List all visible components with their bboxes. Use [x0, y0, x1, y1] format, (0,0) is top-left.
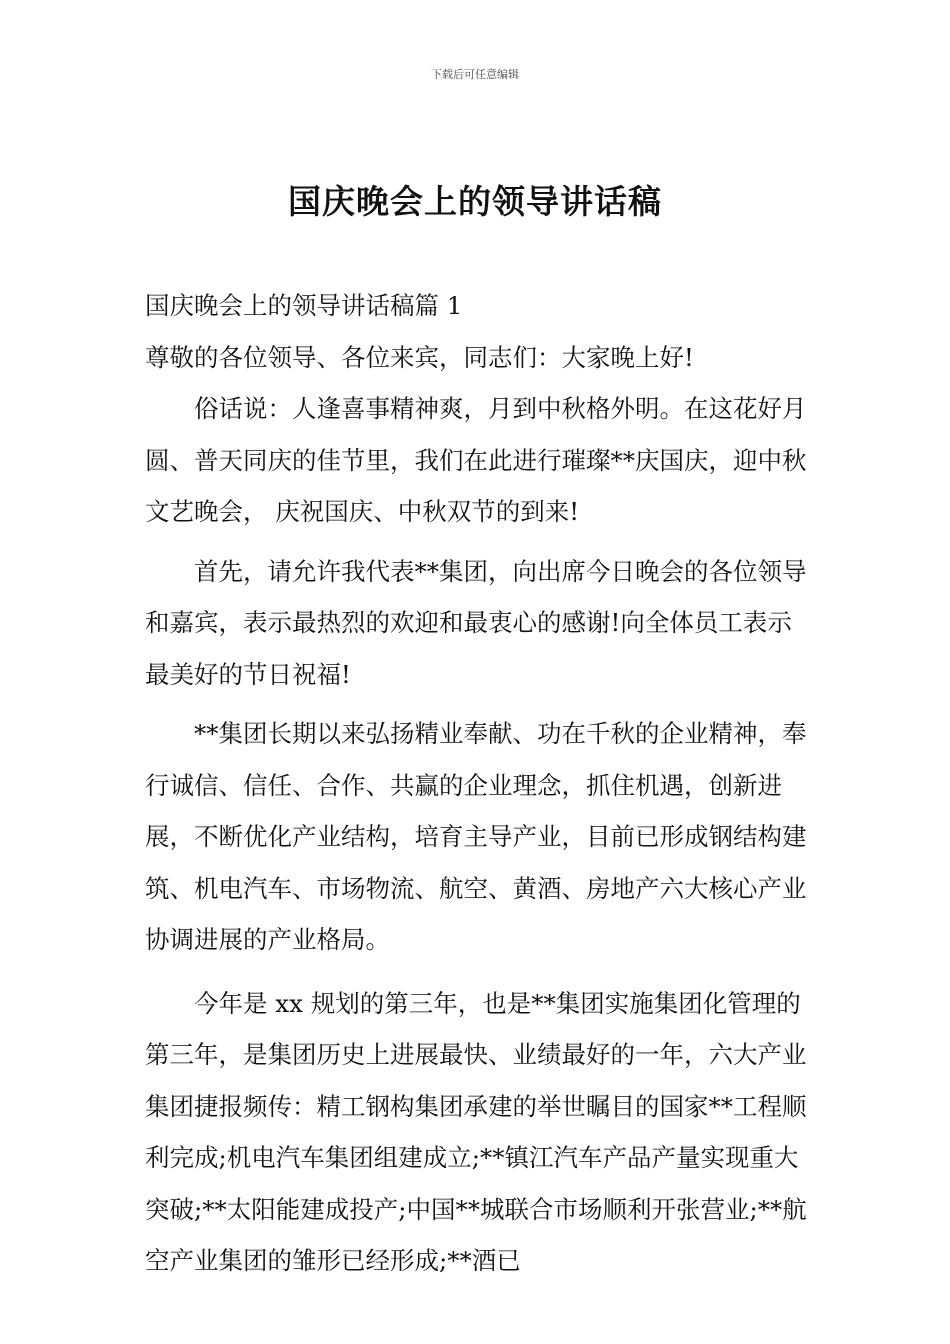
- greeting-line: 尊敬的各位领导、各位来宾，同志们：大家晚上好!: [145, 342, 694, 372]
- header-note: 下载后可任意编辑: [431, 68, 519, 81]
- paragraph-4: 今年是 xx 规划的第三年，也是**集团实施集团化管理的第三年，是集团历史上进展最快、业绩最好的一年，六大产业集团捷报频传：精工钢构集团承建的举世瞩目的国家**工程顺利完成;机电汽车集团组建成立;**镇江汽车产品产量实现重大突破;**太阳能建成投产;中国**城联合市场顺利开张营业;**航空产业集团的雏形已经形成;**酒已: [145, 988, 807, 1275]
- paragraph-1: 俗话说：人逢喜事精神爽，月到中秋格外明。在这花好月圆、普天同庆的佳节里，我们在此进行璀璨**庆国庆，迎中秋文艺晚会， 庆祝国庆、中秋双节的到来!: [145, 394, 807, 526]
- section-subtitle: 国庆晚会上的领导讲话稿篇 1: [145, 291, 463, 320]
- document-title: 国庆晚会上的领导讲话稿: [288, 182, 662, 221]
- paragraph-3: **集团长期以来弘扬精业奉献、功在千秋的企业精神，奉行诚信、信任、合作、共赢的企业理念，抓住机遇，创新进展，不断优化产业结构，培育主导产业，目前已形成钢结构建筑、机电汽车、市场物流、航空、黄酒、房地产六大核心产业协调进展的产业格局。: [145, 719, 807, 954]
- paragraph-2: 首先，请允许我代表**集团，向出席今日晚会的各位领导和嘉宾，表示最热烈的欢迎和最衷心的感谢!向全体员工表示最美好的节日祝福!: [145, 556, 807, 689]
- document-body: [145, 280, 810, 1287]
